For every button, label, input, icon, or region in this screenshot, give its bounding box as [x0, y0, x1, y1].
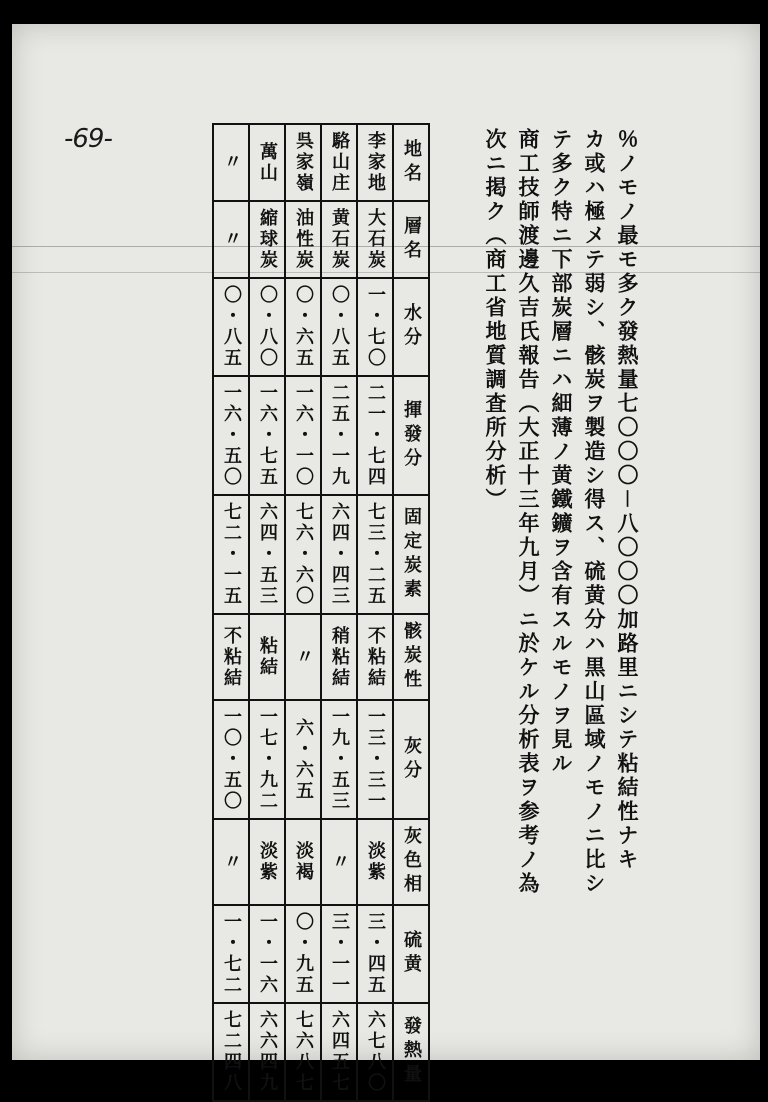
table-row	[321, 124, 357, 1101]
table-cell: 〇・八五	[213, 278, 249, 376]
table-cell: 〇・九五	[285, 905, 321, 1003]
table-cell: 油性炭	[285, 201, 321, 278]
table-cell: 六七八〇	[357, 1003, 393, 1101]
table-cell: 七六八七	[285, 1003, 321, 1101]
header-cell: 水分	[393, 278, 429, 376]
table-cell: 駱山庄	[321, 124, 357, 201]
header-cell: 灰色相	[393, 819, 429, 905]
table-cell: 淡褐	[285, 819, 321, 905]
table-cell: 六・六五	[285, 700, 321, 819]
text-line: カ或ハ極メテ弱シ、骸炭ヲ製造シ得ス、硫黄分ハ黒山區域ノモノニ比シ	[582, 128, 607, 896]
table-cell: 萬山	[249, 124, 285, 201]
table-cell: 一・一六	[249, 905, 285, 1003]
table-row	[285, 124, 321, 1101]
table-cell: 淡紫	[357, 819, 393, 905]
table-cell: 七六・六〇	[285, 495, 321, 614]
table-cell: 二一・七四	[357, 376, 393, 495]
table-cell: 一六・五〇	[213, 376, 249, 495]
header-cell: 地名	[393, 124, 429, 201]
header-cell: 骸炭性	[393, 614, 429, 700]
table-cell: 〇・六五	[285, 278, 321, 376]
text-line: テ多ク特ニ下部炭層ニハ細薄ノ黄鐵鑛ヲ含有スルモノヲ見ル	[549, 128, 574, 776]
header-cell: 層名	[393, 201, 429, 278]
table-cell: 〃	[321, 819, 357, 905]
header-cell: 硫黄	[393, 905, 429, 1003]
table-cell: 〇・八〇	[249, 278, 285, 376]
table-cell: 一・七二	[213, 905, 249, 1003]
table-cell: 一・七〇	[357, 278, 393, 376]
table-cell: 縮球炭	[249, 201, 285, 278]
table-cell: 七二四八	[213, 1003, 249, 1101]
table-cell: 六六四九	[249, 1003, 285, 1101]
header-cell: 灰分	[393, 700, 429, 819]
table-cell: 〃	[213, 201, 249, 278]
analysis-table	[212, 123, 430, 1102]
table-row	[213, 124, 249, 1101]
text-line: 商工技師渡邊久吉氏報告（大正十三年九月）ニ於ケル分析表ヲ参考ノ為	[516, 128, 541, 896]
table-cell: 淡紫	[249, 819, 285, 905]
table-cell: 一七・九二	[249, 700, 285, 819]
table-cell: 六四五七	[321, 1003, 357, 1101]
text-line: ％ノモノ最モ多ク發熱量七〇〇〇－八〇〇〇加路里ニシテ粘結性ナキ	[615, 128, 640, 872]
table-cell: 不粘結	[357, 614, 393, 700]
table-cell: 〃	[213, 819, 249, 905]
table-cell: 〇・八五	[321, 278, 357, 376]
table-cell: 七二・一五	[213, 495, 249, 614]
text-line: 次ニ掲ク（商工省地質調査所分析）	[483, 128, 508, 512]
table-header-row	[393, 124, 429, 1101]
table-cell: 一六・一〇	[285, 376, 321, 495]
table-cell: 不粘結	[213, 614, 249, 700]
table-cell: 〃	[285, 614, 321, 700]
table-cell: 三・四五	[357, 905, 393, 1003]
table-cell: 六四・五三	[249, 495, 285, 614]
table-cell: 呉家嶺	[285, 124, 321, 201]
table-row	[357, 124, 393, 1101]
table-cell: 二五・一九	[321, 376, 357, 495]
header-cell: 固定炭素	[393, 495, 429, 614]
table-cell: 稍粘結	[321, 614, 357, 700]
table-cell: 六四・四三	[321, 495, 357, 614]
page-number: -69-	[64, 124, 112, 154]
table-cell: 一〇・五〇	[213, 700, 249, 819]
header-cell: 揮發分	[393, 376, 429, 495]
table-cell: 大石炭	[357, 201, 393, 278]
table-cell: 黄石炭	[321, 201, 357, 278]
table-row	[249, 124, 285, 1101]
table-cell: 一九・五三	[321, 700, 357, 819]
table-cell: 粘結	[249, 614, 285, 700]
table-cell: 七三・二五	[357, 495, 393, 614]
table-cell: 一六・七五	[249, 376, 285, 495]
table-cell: 一三・三一	[357, 700, 393, 819]
table-cell: 三・一一	[321, 905, 357, 1003]
table-cell: 李家地	[357, 124, 393, 201]
table-cell: 〃	[213, 124, 249, 201]
header-cell: 發熱量	[393, 1003, 429, 1101]
body-text	[479, 128, 644, 968]
